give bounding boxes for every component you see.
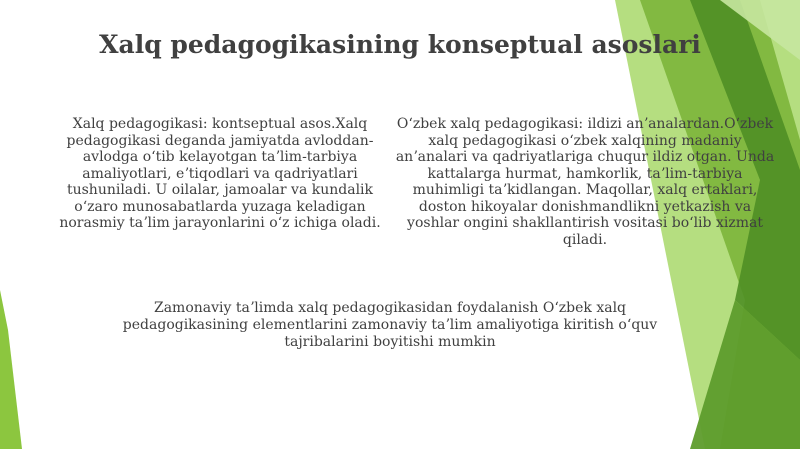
left-text-block: Xalq pedagogikasi: kontseptual asos.Xalq pedagogikasi deganda jamiyatda avloddan-avlodga oʻtib kelayotgan taʼlim-tarbiya amaliyotlari, eʼtiqodlari va qadriyatlari tushuniladi. U oilalar, jamoalar va kundalik oʻzaro munosabatlarda yuzaga keladigan norasmiy taʼlim jarayonlarini oʻz ichiga oladi. <box>59 116 381 231</box>
left-green-sliver <box>0 290 22 449</box>
bottom-text-block: Zamonaviy taʼlimda xalq pedagogikasidan foydalanish Oʻzbek xalq pedagogikasining elementlarini zamonaviy taʼlim amaliyotiga kiritish oʻquv tajribalarini boyitishi mumkin <box>122 300 658 350</box>
slide-title: Xalq pedagogikasining konseptual asoslari <box>99 30 701 59</box>
right-text-block: Oʻzbek xalq pedagogikasi: ildizi anʼanalardan.Oʻzbek xalq pedagogikasi oʻzbek xalqining madaniy anʼanalari va qadriyatlariga chuqur ildiz otgan. Unda kattalarga hurmat, hamkorlik, taʼlim-tarbiya muhimligi taʼkidlangan. Maqollar, xalq ertaklari, doston hikoyalar donishmandlikni yetkazish va yoshlar ongini shakllantirish vositasi boʻlib xizmat qiladi. <box>395 116 775 248</box>
